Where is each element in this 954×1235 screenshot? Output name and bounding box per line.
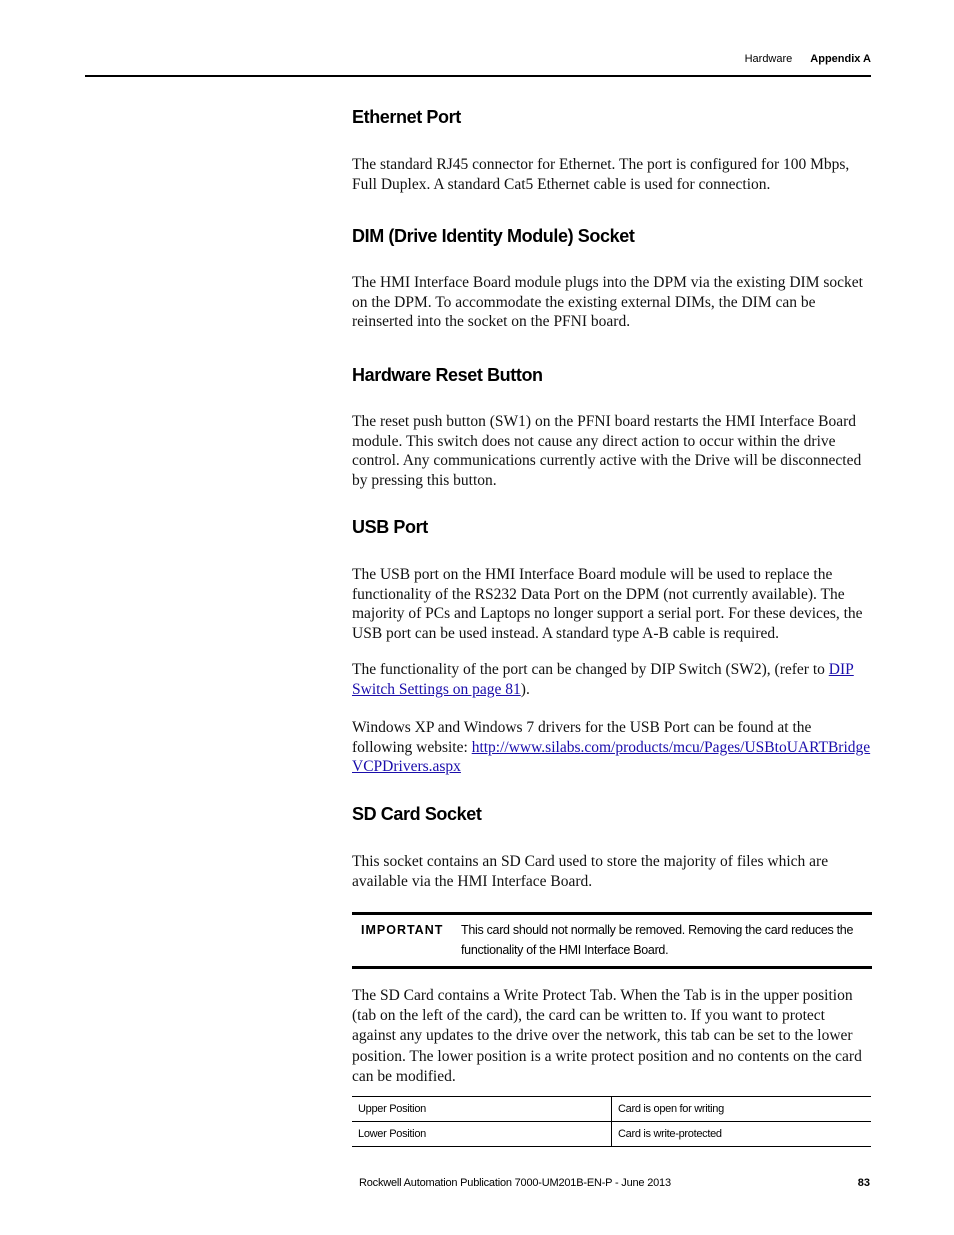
header-section: Hardware — [744, 53, 793, 65]
write-protect-text: The SD Card contains a Write Protect Tab. When the Tab is in the upper position (tab on the left of the card), the card can be written to. If you want to protect against any updates to the drive over the network, this tab can be set to the lower position. The lower position is a write protect position and no contents on the card can be modified. — [352, 987, 862, 1085]
table-cell-position: Upper Position — [352, 1097, 612, 1122]
usb-drivers-text — [352, 718, 872, 777]
heading-sd-card-socket: SD Card Socket — [352, 804, 482, 824]
table-cell-state: Card is open for writing — [612, 1097, 872, 1122]
table-cell-position: Lower Position — [352, 1122, 612, 1147]
heading-hardware-reset: Hardware Reset Button — [352, 365, 543, 385]
table-row — [352, 1097, 871, 1122]
dip-switch-settings-link[interactable]: DIP Switch Settings on page 81 — [352, 661, 854, 698]
heading-usb-port: USB Port — [352, 517, 428, 537]
usb-dip-post: ). — [520, 680, 530, 698]
table-cell-state: Card is write-protected — [612, 1122, 872, 1147]
dim-socket-text: The HMI Interface Board module plugs into the DPM via the existing DIM socket on the DPM. To accommodate the existing external DIMs, the DIM can be reinserted into the socket on the PFNI board. — [352, 274, 863, 330]
silabs-drivers-link[interactable]: http://www.silabs.com/products/mcu/Pages/USBtoUARTBridgeVCPDrivers.aspx — [352, 738, 871, 775]
hardware-reset-text: The reset push button (SW1) on the PFNI board restarts the HMI Interface Board module. This switch does not cause any direct action to occur within the drive control. Any communications currently active with the Drive will be disconnected by pressing this button. — [352, 413, 862, 489]
sd-card-text: This socket contains an SD Card used to store the majority of files which are available via the HMI Interface Board. — [352, 853, 829, 890]
usb-drivers-pre: Windows XP and Windows 7 drivers for the USB Port can be found at the following website: — [352, 719, 812, 756]
write-protect-table — [352, 1096, 871, 1147]
header-appendix: Appendix A — [810, 53, 871, 65]
usb-dip-switch-text — [352, 660, 872, 699]
important-message: This card should not normally be removed. Removing the card reduces the functionality of the HMI Interface Board. — [461, 923, 854, 957]
usb-port-text: The USB port on the HMI Interface Board module will be used to replace the functionality of the RS232 Data Port on the DPM (not currently available). The majority of PCs and Laptops no longer support a serial port. For these devices, the USB port can be used instead. A standard type A-B cable is required. — [352, 566, 863, 642]
ethernet-port-text: The standard RJ45 connector for Ethernet. The port is configured for 100 Mbps, Full Duplex. A standard Cat5 Ethernet cable is used for connection. — [352, 156, 850, 193]
heading-dim-socket: DIM (Drive Identity Module) Socket — [352, 226, 635, 246]
important-callout — [352, 912, 872, 969]
usb-dip-pre: The functionality of the port can be changed by DIP Switch (SW2), (refer to — [352, 661, 829, 678]
important-label: IMPORTANT — [361, 923, 444, 937]
heading-ethernet-port: Ethernet Port — [352, 107, 461, 127]
running-header — [745, 53, 871, 65]
footer-publication: Rockwell Automation Publication 7000-UM201B-EN-P - June 2013 — [359, 1177, 671, 1189]
footer-page-number: 83 — [857, 1177, 870, 1189]
header-rule — [85, 75, 871, 77]
table-row — [352, 1122, 871, 1147]
